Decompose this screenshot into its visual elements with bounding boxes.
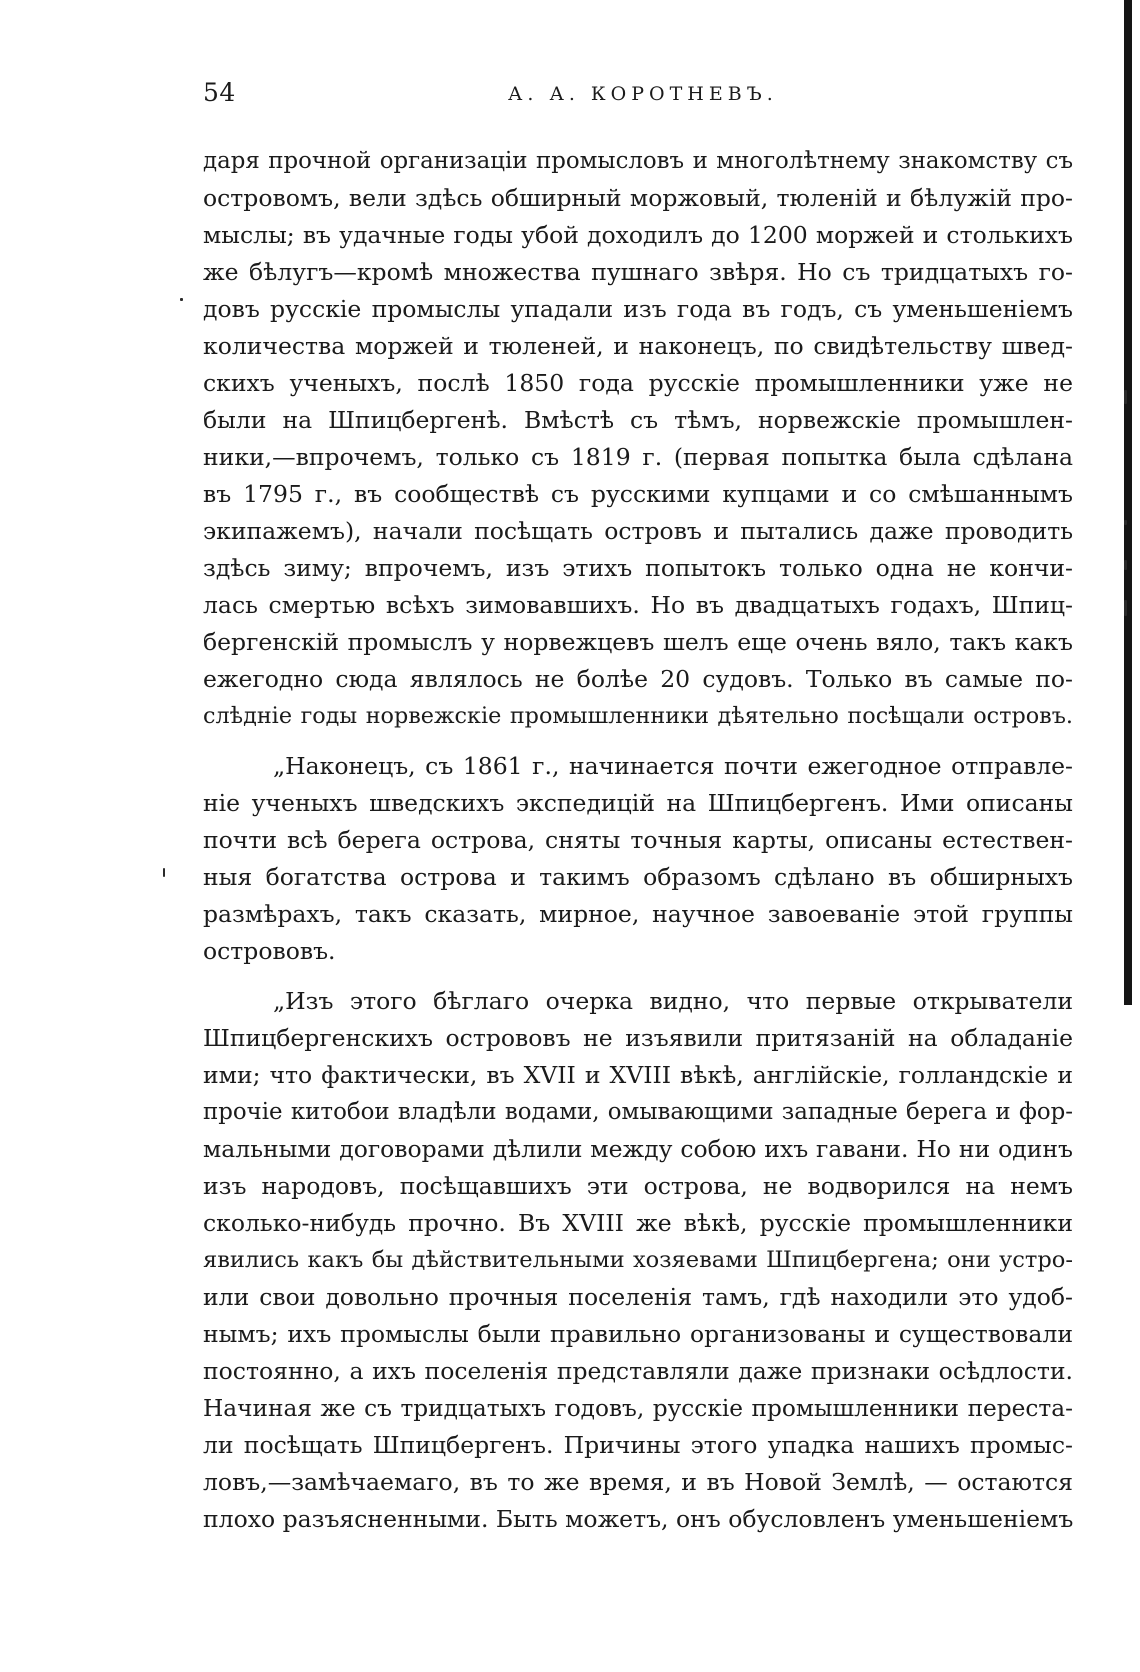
text-line: или свои довольно прочныя поселенія тамъ, гдѣ находили это удоб-	[203, 1283, 1073, 1311]
text-line: ники,—впрочемъ, только съ 1819 г. (первая попытка была сдѣлана	[203, 443, 1073, 471]
text-line: даря прочной организаціи промысловъ и многолѣтнему знакомству съ	[203, 148, 1073, 174]
text-line: сколько-нибудь прочно. Въ XVIII же вѣкѣ, русскіе промышленники	[203, 1209, 1073, 1237]
text-line: слѣдніе годы норвежскіе промышленники дѣятельно посѣщали островъ.	[203, 703, 1073, 729]
text-line: ловъ,—замѣчаемаго, въ то же время, и въ Новой Землѣ, — остаются	[203, 1468, 1073, 1496]
text-line: явились какъ бы дѣйствительными хозяевами Шпицбергена; они устро-	[203, 1247, 1073, 1273]
scan-speck	[180, 298, 183, 301]
text-line: экипажемъ), начали посѣщать островъ и пытались даже проводить	[203, 517, 1073, 545]
scan-speck	[1124, 520, 1127, 525]
text-line: ими; что фактически, въ XVII и XVIII вѣкѣ, англійскіе, голландскіе и	[203, 1061, 1073, 1089]
scan-speck	[1124, 390, 1127, 404]
text-line: довъ русскіе промыслы упадали изъ года въ годъ, съ уменьшеніемъ	[203, 295, 1073, 323]
text-line: островомъ, вели здѣсь обширный моржовый, тюленій и бѣлужій про-	[203, 184, 1073, 212]
paragraph	[203, 983, 1073, 1538]
scan-speck	[1124, 600, 1127, 616]
text-line: лась смертью всѣхъ зимовавшихъ. Но въ двадцатыхъ годахъ, Шпиц-	[203, 591, 1073, 619]
paragraph	[203, 748, 1073, 970]
text-line: же бѣлугъ—кромѣ множества пушнаго звѣря. Но съ тридцатыхъ го-	[203, 258, 1073, 286]
scan-edge-shadow	[1124, 0, 1132, 1005]
text-line: прочіе китобои владѣли водами, омывающими западные берега и фор-	[203, 1099, 1073, 1125]
text-line: здѣсь зиму; впрочемъ, изъ этихъ попытокъ только одна не кончи-	[203, 554, 1073, 582]
text-line: ныя богатства острова и такимъ образомъ сдѣлано въ обширныхъ	[203, 863, 1073, 891]
text-line: острововъ.	[203, 937, 336, 965]
text-line: ли посѣщать Шпицбергенъ. Причины этого упадка нашихъ промыс-	[203, 1431, 1073, 1459]
text-line: почти всѣ берега острова, сняты точныя карты, описаны естествен-	[203, 826, 1073, 854]
text-line: плохо разъясненными. Быть можетъ, онъ обусловленъ уменьшеніемъ	[203, 1505, 1074, 1533]
text-line: мыслы; въ удачные годы убой доходилъ до 1200 моржей и столькихъ	[203, 221, 1073, 249]
running-head	[203, 78, 1073, 114]
text-line: мальными договорами дѣлили между собою ихъ гавани. Но ни одинъ	[203, 1135, 1073, 1163]
paragraph	[203, 143, 1073, 735]
text-line: ежегодно сюда являлось не болѣе 20 судовъ. Только въ самые по-	[203, 665, 1073, 693]
paragraph-gap	[203, 970, 1073, 983]
text-line: были на Шпицбергенѣ. Вмѣстѣ съ тѣмъ, норвежскіе промышлен-	[203, 406, 1073, 434]
text-line: количества моржей и тюленей, и наконецъ, по свидѣтельству швед-	[203, 332, 1073, 360]
text-line: „Изъ этого бѣглаго очерка видно, что первые открыватели	[273, 987, 1073, 1015]
body-text	[203, 143, 1073, 1538]
text-line: размѣрахъ, такъ сказать, мирное, научное завоеваніе этой группы	[203, 900, 1073, 928]
text-line: Шпицбергенскихъ острововъ не изъявили притязаній на обладаніе	[203, 1024, 1073, 1052]
text-line: „Наконецъ, съ 1861 г., начинается почти ежегодное отправле-	[273, 752, 1073, 780]
running-head-author: А. А. КОРОТНЕВЪ.	[508, 83, 778, 105]
text-line: въ 1795 г., въ сообществѣ съ русскими купцами и со смѣшаннымъ	[203, 480, 1073, 508]
text-line: изъ народовъ, посѣщавшихъ эти острова, не водворился на немъ	[203, 1172, 1073, 1200]
page-number: 54	[203, 78, 236, 107]
scan-speck	[1124, 560, 1127, 570]
scan-speck	[163, 868, 165, 877]
text-line: скихъ ученыхъ, послѣ 1850 года русскіе промышленники уже не	[203, 369, 1073, 397]
text-line: нымъ; ихъ промыслы были правильно организованы и существовали	[203, 1320, 1073, 1348]
text-line: постоянно, а ихъ поселенія представляли даже признаки осѣдлости.	[203, 1357, 1073, 1385]
paragraph-gap	[203, 735, 1073, 748]
text-line: Начиная же съ тридцатыхъ годовъ, русскіе промышленники переста-	[203, 1395, 1073, 1422]
text-line: ніе ученыхъ шведскихъ экспедицій на Шпицбергенъ. Ими описаны	[203, 789, 1073, 817]
text-line: бергенскій промыслъ у норвежцевъ шелъ еще очень вяло, такъ какъ	[203, 628, 1073, 656]
